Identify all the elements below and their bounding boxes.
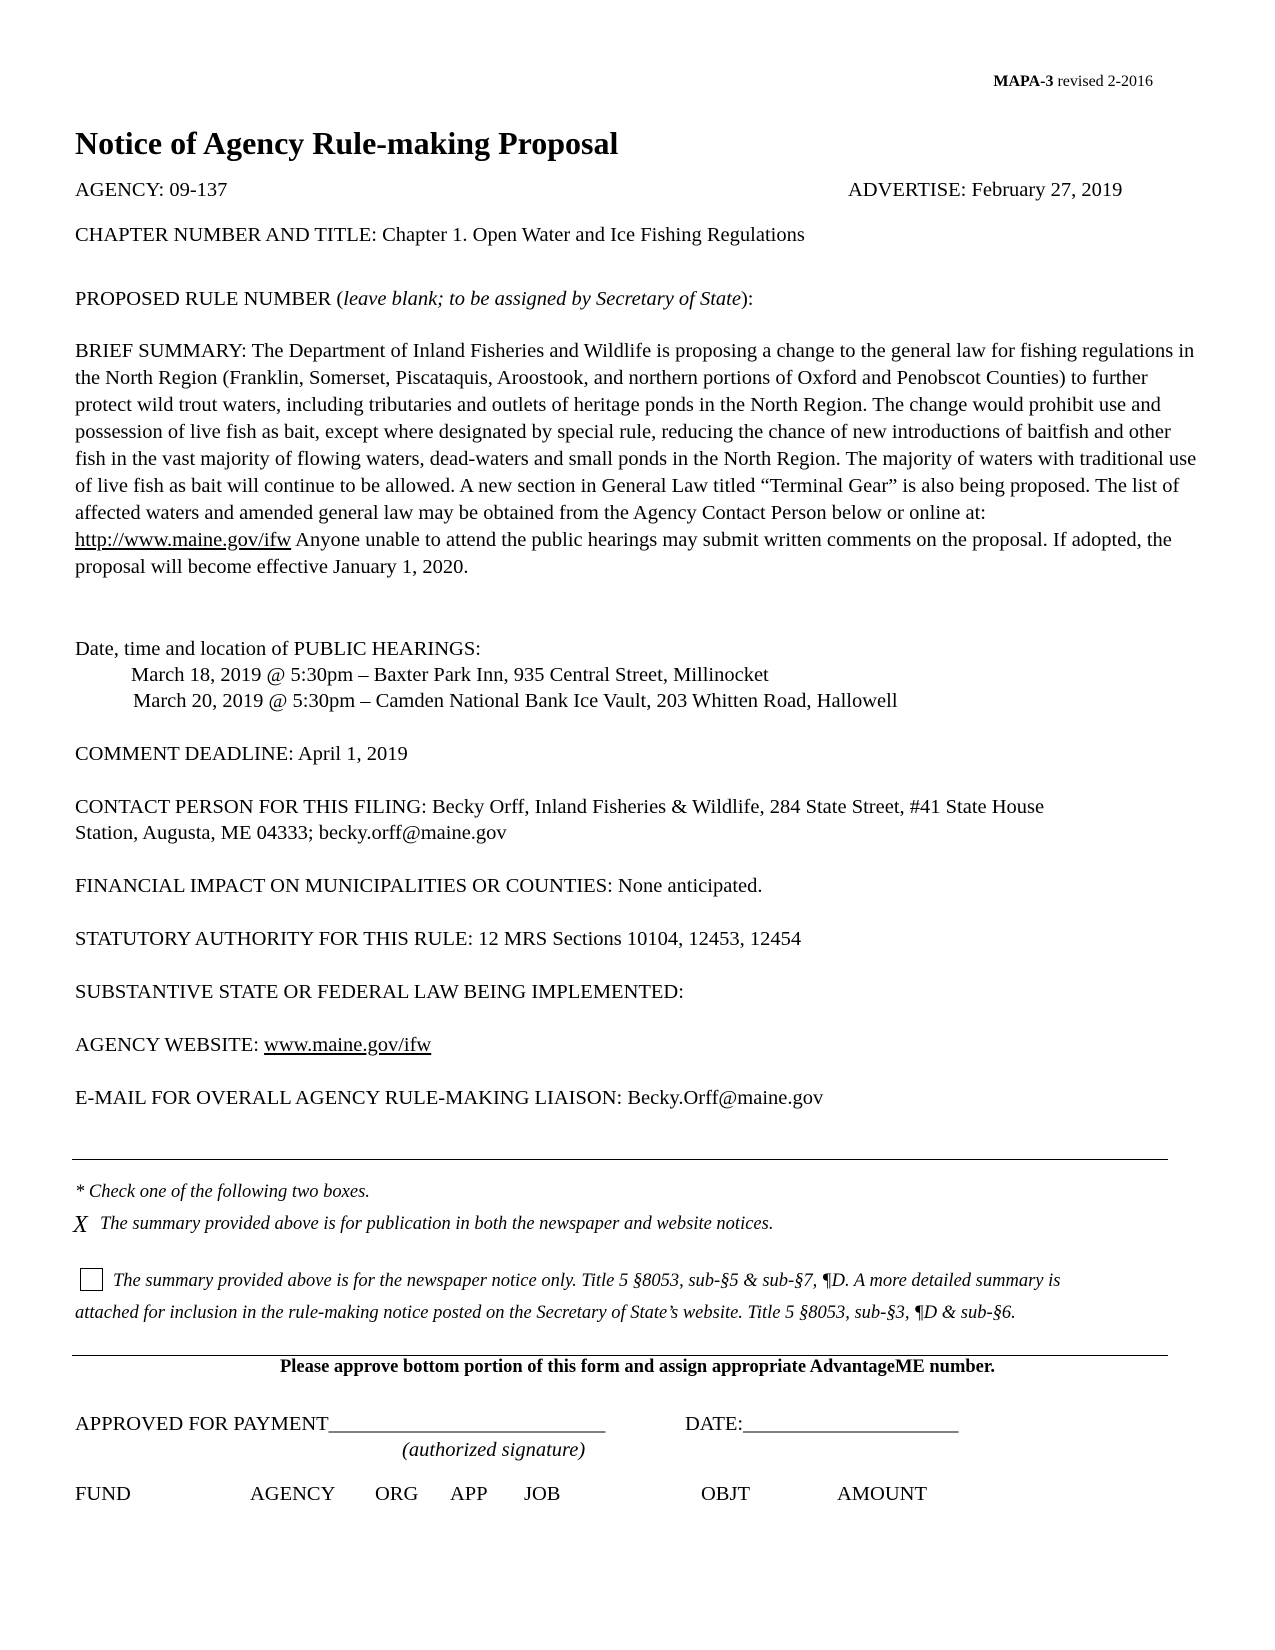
- agency-line: AGENCY: 09-137: [75, 179, 228, 201]
- date-field: DATE:_____________________: [685, 1413, 959, 1435]
- financial-impact: FINANCIAL IMPACT ON MUNICIPALITIES OR COUNTIES: None anticipated.: [75, 875, 763, 897]
- check-option-1: The summary provided above is for publication in both the newspaper and website notices.: [100, 1214, 774, 1234]
- hearing-item: March 18, 2019 @ 5:30pm – Baxter Park Inn, 935 Central Street, Millinocket: [131, 664, 769, 686]
- column-agency: AGENCY: [250, 1483, 336, 1505]
- column-job: JOB: [524, 1483, 561, 1505]
- newspaper-only-checkbox[interactable]: [80, 1268, 103, 1291]
- chapter-line: CHAPTER NUMBER AND TITLE: Chapter 1. Open Water and Ice Fishing Regulations: [75, 224, 805, 246]
- contact-line-2: Station, Augusta, ME 04333; becky.orff@maine.gov: [75, 822, 507, 844]
- column-app: APP: [450, 1483, 488, 1505]
- column-objt: OBJT: [701, 1483, 750, 1505]
- x-check-mark: X: [73, 1212, 88, 1238]
- hearing-item: March 20, 2019 @ 5:30pm – Camden National Bank Ice Vault, 203 Whitten Road, Hallowell: [133, 690, 898, 712]
- check-note: * Check one of the following two boxes.: [75, 1182, 370, 1202]
- advertise-line: ADVERTISE: February 27, 2019: [848, 179, 1123, 201]
- substantive-law: SUBSTANTIVE STATE OR FEDERAL LAW BEING IMPLEMENTED:: [75, 981, 684, 1003]
- hearings-label: Date, time and location of PUBLIC HEARINGS:: [75, 638, 481, 660]
- form-id: MAPA-3 revised 2-2016: [993, 73, 1153, 90]
- website-link[interactable]: www.maine.gov/ifw: [264, 1034, 432, 1056]
- divider: [72, 1159, 1168, 1160]
- comment-deadline: COMMENT DEADLINE: April 1, 2019: [75, 743, 408, 765]
- divider: [72, 1355, 1168, 1356]
- proposed-rule-line: PROPOSED RULE NUMBER (leave blank; to be assigned by Secretary of State):: [75, 288, 754, 310]
- check-option-2-line-2: attached for inclusion in the rule-making notice posted on the Secretary of State’s website. Title 5 §8053, sub-§3, ¶D & sub-§6.: [75, 1303, 1016, 1323]
- column-org: ORG: [375, 1483, 419, 1505]
- ifw-link[interactable]: http://www.maine.gov/ifw: [75, 529, 292, 551]
- brief-summary: BRIEF SUMMARY: The Department of Inland Fisheries and Wildlife is proposing a change to the general law for fishing regulations in the North Region (Franklin, Somerset, Piscataquis, Aroostook, and northern portions of Oxford and Penobscot Counties) to further protect wild trout waters, including tributaries and outlets of heritage ponds in the North Region. The change would prohibit use and possession of live fish as bait, except where designated by special rule, reducing the chance of new introductions of baitfish and other fish in the vast majority of flowing waters, dead-waters and small ponds in the North Region. The majority of waters with traditional use of live fish as bait will continue to be allowed. A new section in General Law titled “Terminal Gear” is also being proposed. The list of affected waters and amended general law may be obtained from the Agency Contact Person below or online at: http://www.maine.gov/ifw Anyone unable to attend the public hearings may submit written comments on the proposal. If adopted, the proposal will become effective January 1, 2020.: [75, 340, 1197, 578]
- page-title: Notice of Agency Rule-making Proposal: [75, 125, 619, 161]
- column-amount: AMOUNT: [837, 1483, 927, 1505]
- liaison-email: E-MAIL FOR OVERALL AGENCY RULE-MAKING LIAISON: Becky.Orff@maine.gov: [75, 1087, 824, 1109]
- statutory-authority: STATUTORY AUTHORITY FOR THIS RULE: 12 MRS Sections 10104, 12453, 12454: [75, 928, 802, 950]
- contact-line-1: CONTACT PERSON FOR THIS FILING: Becky Orff, Inland Fisheries & Wildlife, 284 State Street, #41 State House: [75, 796, 1045, 818]
- approved-for-payment: APPROVED FOR PAYMENT___________________________: [75, 1413, 606, 1435]
- agency-website-line: AGENCY WEBSITE: www.maine.gov/ifw: [75, 1034, 432, 1056]
- approve-note: Please approve bottom portion of this form and assign appropriate AdvantageME number.: [279, 1357, 996, 1377]
- signature-caption: (authorized signature): [402, 1439, 586, 1461]
- column-fund: FUND: [75, 1483, 131, 1505]
- check-option-2-line-1: The summary provided above is for the newspaper notice only. Title 5 §8053, sub-§5 & sub-§7, ¶D. A more detailed summary is: [113, 1271, 1061, 1291]
